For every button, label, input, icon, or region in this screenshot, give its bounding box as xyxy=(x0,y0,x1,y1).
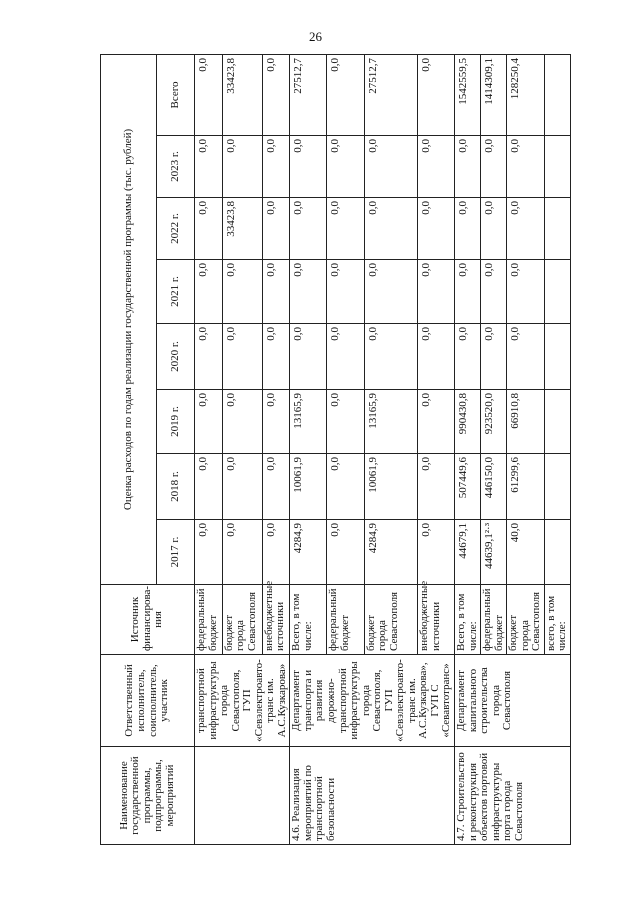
responsible-executor: транспортной инфраструктуры города Севастополя, ГУП «Севэлектроавто-транс им. А.С.Кузкарова» xyxy=(195,655,290,747)
year-value-cell: 44679,1 xyxy=(455,520,481,585)
year-value-cell: 0,0 xyxy=(417,198,454,260)
year-header: 2017 г. xyxy=(157,520,195,585)
year-value-cell: 0,0 xyxy=(222,390,262,454)
funding-source: бюджет города Севастополя xyxy=(222,585,262,655)
funding-source: внебюджетные источники xyxy=(417,585,454,655)
col-header-estimate: Оценка расходов по годам реализации государственной программы (тыс. рублей) xyxy=(101,54,157,584)
page-number: 26 xyxy=(309,29,322,44)
year-header: 2021 г. xyxy=(157,260,195,324)
funding-source: федеральный бюджет xyxy=(327,585,364,655)
year-value-cell: 0,0 xyxy=(327,324,364,390)
year-value-cell: 0,0 xyxy=(417,390,454,454)
year-value-cell: 0,0 xyxy=(417,136,454,198)
year-value-cell: 0,0 xyxy=(195,520,223,585)
funding-source: всего, в том числе: xyxy=(544,585,570,655)
year-value-cell: 0,0 xyxy=(364,324,417,390)
year-value-cell: 0,0 xyxy=(507,324,545,390)
total-cell: 0,0 xyxy=(327,54,364,135)
year-value-cell: 4284,9 xyxy=(290,520,327,585)
year-value-cell: 44639,1²·³ xyxy=(481,520,507,585)
year-value-cell: 0,0 xyxy=(262,454,290,520)
year-value-cell: 0,0 xyxy=(481,136,507,198)
year-value-cell xyxy=(544,260,570,324)
year-value-cell: 0,0 xyxy=(262,520,290,585)
year-value-cell: 0,0 xyxy=(222,136,262,198)
funding-source: бюджет города Севастополя xyxy=(507,585,545,655)
year-value-cell: 4284,9 xyxy=(364,520,417,585)
table-row xyxy=(195,54,223,844)
year-value-cell: 0,0 xyxy=(262,198,290,260)
year-value-cell: 33423,8 xyxy=(222,198,262,260)
year-value-cell: 0,0 xyxy=(195,390,223,454)
year-value-cell: 0,0 xyxy=(222,324,262,390)
year-value-cell xyxy=(544,390,570,454)
funding-source: бюджет города Севастополя xyxy=(364,585,417,655)
col-header-responsible: Ответственный исполнитель, соисполнитель, участник xyxy=(101,655,195,747)
year-value-cell: 0,0 xyxy=(481,198,507,260)
funding-source: Всего, в том числе: xyxy=(455,585,481,655)
year-value-cell: 0,0 xyxy=(327,198,364,260)
total-cell: 0,0 xyxy=(417,54,454,135)
total-cell: 27512,7 xyxy=(364,54,417,135)
year-value-cell: 0,0 xyxy=(364,260,417,324)
measure-name xyxy=(195,747,290,845)
year-value-cell: 0,0 xyxy=(290,324,327,390)
year-value-cell: 0,0 xyxy=(290,260,327,324)
year-value-cell: 0,0 xyxy=(417,260,454,324)
year-value-cell: 0,0 xyxy=(417,324,454,390)
funding-source: Всего, в том числе: xyxy=(290,585,327,655)
year-value-cell: 0,0 xyxy=(290,136,327,198)
year-value-cell: 923520,0 xyxy=(481,390,507,454)
year-value-cell: 0,0 xyxy=(262,390,290,454)
year-value-cell xyxy=(544,324,570,390)
year-value-cell: 40,0 xyxy=(507,520,545,585)
year-value-cell: 0,0 xyxy=(417,454,454,520)
total-cell: 27512,7 xyxy=(290,54,327,135)
year-value-cell: 0,0 xyxy=(262,324,290,390)
year-value-cell: 0,0 xyxy=(262,136,290,198)
year-value-cell: 0,0 xyxy=(327,454,364,520)
year-value-cell: 13165,9 xyxy=(290,390,327,454)
measure-name: 4.7. Строительство и реконструкция объектов портовой инфраструктуры порта города Севастополя xyxy=(455,747,571,845)
year-value-cell xyxy=(544,454,570,520)
year-header: 2019 г. xyxy=(157,390,195,454)
funding-source: федеральный бюджет xyxy=(481,585,507,655)
year-value-cell xyxy=(544,520,570,585)
year-value-cell: 0,0 xyxy=(222,454,262,520)
year-value-cell: 13165,9 xyxy=(364,390,417,454)
year-value-cell: 0,0 xyxy=(455,260,481,324)
total-cell xyxy=(544,54,570,135)
budget-table xyxy=(100,54,571,845)
table-row xyxy=(455,54,481,844)
total-cell: 1542559,5 xyxy=(455,54,481,135)
total-header: Всего xyxy=(157,54,195,135)
year-value-cell: 507449,6 xyxy=(455,454,481,520)
year-value-cell: 0,0 xyxy=(290,198,327,260)
year-value-cell: 0,0 xyxy=(364,198,417,260)
col-header-name: Наименование государственной программы, подпрограммы, мероприятий xyxy=(101,747,195,845)
total-cell: 1414309,1 xyxy=(481,54,507,135)
year-value-cell: 0,0 xyxy=(195,136,223,198)
year-value-cell xyxy=(544,198,570,260)
year-value-cell: 61299,6 xyxy=(507,454,545,520)
year-header: 2023 г. xyxy=(157,136,195,198)
funding-source: федеральный бюджет xyxy=(195,585,223,655)
funding-source: внебюджетные источники xyxy=(262,585,290,655)
year-value-cell: 0,0 xyxy=(195,260,223,324)
year-value-cell: 0,0 xyxy=(507,136,545,198)
total-cell: 33423,8 xyxy=(222,54,262,135)
year-value-cell: 0,0 xyxy=(195,454,223,520)
year-value-cell: 0,0 xyxy=(195,198,223,260)
year-value-cell: 0,0 xyxy=(262,260,290,324)
year-header: 2020 г. xyxy=(157,324,195,390)
year-value-cell: 0,0 xyxy=(327,260,364,324)
year-value-cell: 0,0 xyxy=(327,136,364,198)
year-value-cell: 0,0 xyxy=(222,260,262,324)
year-value-cell: 446150,0 xyxy=(481,454,507,520)
year-value-cell xyxy=(544,136,570,198)
table-row xyxy=(290,54,327,844)
year-value-cell: 0,0 xyxy=(481,260,507,324)
total-cell: 0,0 xyxy=(262,54,290,135)
total-cell: 128250,4 xyxy=(507,54,545,135)
year-value-cell: 0,0 xyxy=(195,324,223,390)
year-value-cell: 0,0 xyxy=(455,198,481,260)
year-value-cell: 0,0 xyxy=(481,324,507,390)
year-header: 2022 г. xyxy=(157,198,195,260)
year-value-cell: 10061,9 xyxy=(364,454,417,520)
total-cell: 0,0 xyxy=(195,54,223,135)
year-header: 2018 г. xyxy=(157,454,195,520)
year-value-cell: 990430,8 xyxy=(455,390,481,454)
responsible-executor: Департамент капитального строительства города Севастополя xyxy=(455,655,571,747)
year-value-cell: 0,0 xyxy=(364,136,417,198)
year-value-cell: 0,0 xyxy=(417,520,454,585)
budget-table-rotated xyxy=(100,55,570,845)
year-value-cell: 0,0 xyxy=(222,520,262,585)
year-value-cell: 0,0 xyxy=(507,260,545,324)
year-value-cell: 66910,8 xyxy=(507,390,545,454)
responsible-executor: Департамент транспорта и развития дорожно-транспортной инфраструктуры города Севастополя, ГУП «Севэлектроавто-транс им. А.С.Кузкарова», ГУП С «Севавтотранс» xyxy=(290,655,455,747)
year-value-cell: 0,0 xyxy=(327,390,364,454)
year-value-cell: 10061,9 xyxy=(290,454,327,520)
year-value-cell: 0,0 xyxy=(507,198,545,260)
measure-name: 4.6. Реализация мероприятий по транспортной безопасности xyxy=(290,747,455,845)
col-header-source: Источник финансирова-ния xyxy=(101,585,195,655)
year-value-cell: 0,0 xyxy=(455,136,481,198)
year-value-cell: 0,0 xyxy=(455,324,481,390)
year-value-cell: 0,0 xyxy=(327,520,364,585)
